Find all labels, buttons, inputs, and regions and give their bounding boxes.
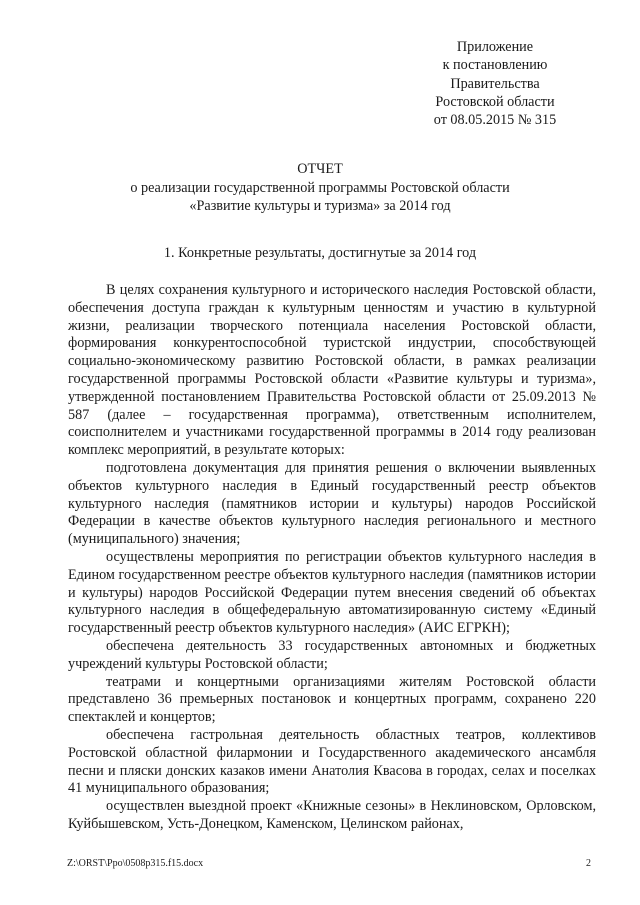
paragraph: осуществлен выездной проект «Книжные сезоны» в Неклиновском, Орловском, Куйбышевском, Усть-Донецком, Каменском, Целинском районах, xyxy=(68,798,596,832)
footer-file-path: Z:\ORST\Ppo\0508p315.f15.docx xyxy=(67,858,204,869)
appendix-line: Приложение xyxy=(456,39,534,55)
section-heading: 1. Конкретные результаты, достигнутые за 2014 год xyxy=(163,245,477,261)
appendix-block xyxy=(400,38,590,129)
appendix-line: к постановлению xyxy=(442,57,548,74)
paragraph: подготовлена документация для принятия решения о включении выявленных объектов культурного наследия в Единый государственный реестр объектов культурного наследия (памятников истории и культуры) народов Российской Федерации в качестве объектов культурного наследия регионального и местного (муниципального) значения; xyxy=(68,459,596,548)
appendix-line: Правительства xyxy=(450,75,540,92)
paragraph: обеспечена гастрольная деятельность областных театров, коллективов Ростовской областной филармонии и Государственного академического ансамбля песни и пляски донских казаков имени Анатолия Квасова в городах, селах и поселках 41 муниципального образования; xyxy=(68,726,596,797)
report-title: ОТЧЕТ xyxy=(297,161,343,177)
paragraph: В целях сохранения культурного и исторического наследия Ростовской области, обеспечения доступа граждан к культурным ценностям и участию в культурной жизни, реализации творческого потенциала населения Ростовской области, формирования конкурентоспособной туристской индустрии, способствующей социально-экономическому развитию Ростовской области, в рамках реализации государственной программы Ростовской области «Развитие культуры и туризма», утвержденной постановлением Правительства Ростовской области от 25.09.2013 № 587 (далее – государственная программа), ответственным исполнителем, соисполнителем и участниками государственной программы в 2014 году реализован комплекс мероприятий, в результате которых: xyxy=(68,282,596,459)
page-number: 2 xyxy=(586,858,591,869)
report-subtitle-line: «Развитие культуры и туризма» за 2014 год xyxy=(189,198,451,214)
report-subtitle-line: о реализации государственной программы Ростовской области xyxy=(130,179,510,196)
report-title-block xyxy=(60,160,580,216)
paragraph: театрами и концертными организациями жителям Ростовской области представлено 36 премьерных постановок и концертных программ, сохранено 220 спектаклей и концертов; xyxy=(68,673,596,726)
body-text xyxy=(68,282,596,834)
appendix-line: Ростовской области xyxy=(435,93,555,110)
paragraph: осуществлены мероприятия по регистрации объектов культурного наследия в Едином государственном реестре объектов культурного наследия (памятников истории и культуры) народов Российской Федерации путем внесения сведений об объектах культурного наследия в общефедеральную автоматизированную систему «Единый государственный реестр объектов культурного наследия» (АИС ЕГРКН); xyxy=(68,548,596,637)
paragraph: обеспечена деятельность 33 государственных автономных и бюджетных учреждений культуры Ростовской области; xyxy=(68,637,596,672)
appendix-line: от 08.05.2015 № 315 xyxy=(433,112,557,129)
